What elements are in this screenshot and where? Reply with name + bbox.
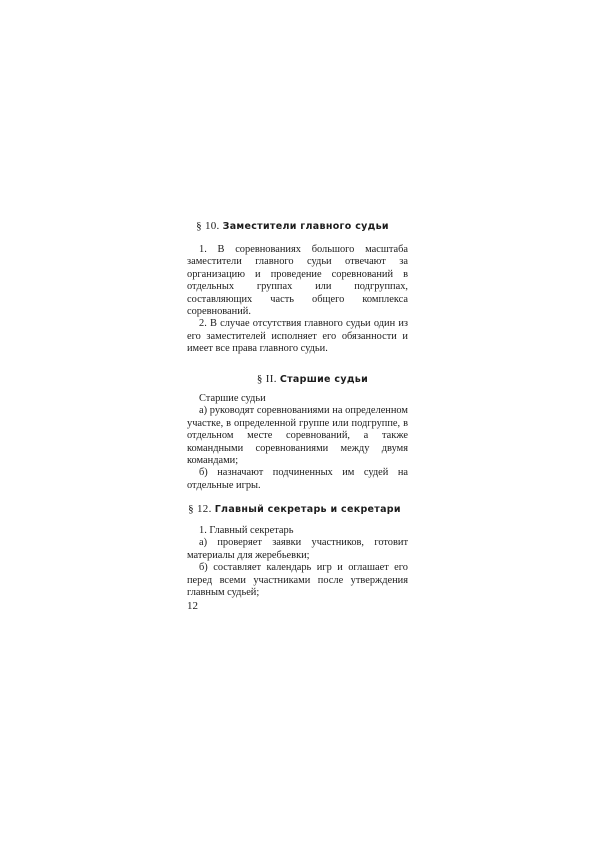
paragraph: б) составляет календарь игр и оглашает его перед всеми участниками после утверждения главным судьей; xyxy=(187,562,408,599)
section-title: Старшие судьи xyxy=(279,374,369,385)
section-sign: § II. xyxy=(256,373,277,385)
paragraph: б) назначают подчиненных им судей на отдельные игры. xyxy=(187,467,408,491)
paragraph: 2. В случае отсутствия главного судьи один из его заместителей исполняет его обязанности и имеет все права главного судьи. xyxy=(187,318,408,355)
paragraph: 1. Главный секретарь xyxy=(199,525,294,536)
page-number: 12 xyxy=(187,600,198,612)
section-10 xyxy=(187,220,408,356)
paragraph: а) руководят соревнованиями на определенном участке, в определенной группе или подгруппе, в отдельном месте соревнований, а также командными соревнованиями между двумя командами; xyxy=(187,405,408,467)
section-12-heading xyxy=(181,503,408,515)
section-11-heading xyxy=(217,373,408,385)
section-11 xyxy=(187,373,408,492)
paragraph: а) проверяет заявки участников, готовит материалы для жеребьевки; xyxy=(187,537,408,561)
paragraph: 1. В соревнованиях большого масштаба заместители главного судьи отвечают за организацию и проведение соревнований в отдельных группах или подгруппах, составляющих часть общего комплекса соревнований. xyxy=(187,244,408,318)
section-sign: § 12. xyxy=(188,503,212,515)
section-sign: § 10. xyxy=(196,220,220,232)
section-10-heading xyxy=(177,220,408,232)
section-title: Заместители главного судьи xyxy=(222,221,389,232)
section-title: Главный секретарь и секретари xyxy=(214,504,401,515)
section-12 xyxy=(187,503,408,599)
paragraph: Старшие судьи xyxy=(199,393,266,404)
